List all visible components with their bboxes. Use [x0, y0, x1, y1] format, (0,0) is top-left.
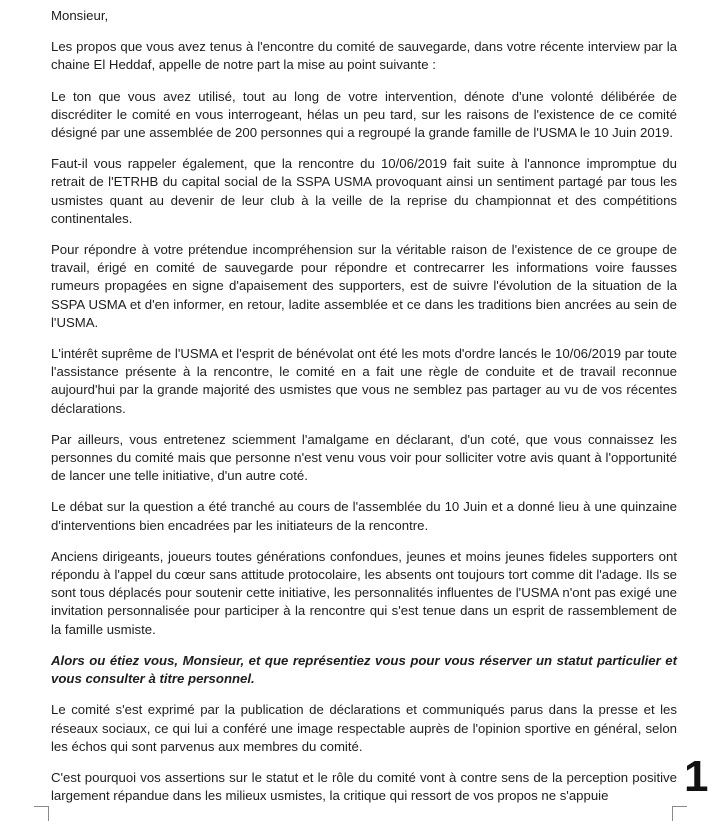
paragraph-debate: Le débat sur la question a été tranché au cours de l'assemblée du 10 Juin et a donné lieu à une quinzaine d'interventions bien encadrées par les initiateurs de la rencontre. — [51, 499, 677, 533]
paragraph-tone: Le ton que vous avez utilisé, tout au long de votre intervention, dénote d'une volonté délibérée de discréditer le comité en vous interrogeant, hélas un peu tard, sur les raisons de l'existence de ce comité désigné par une assemblée de 200 personnes qui a regroupé la grande famille de l'USMA le 10 Juin 2019. — [51, 88, 677, 141]
page-number: 1 — [684, 752, 709, 801]
paragraph-amalgam: Par ailleurs, vous entretenez sciemment l'amalgame en déclarant, d'un coté, que vous connaissez les personnes du comité mais que personne n'est venu vous voir pour solliciter votre avis quant à l'opportunité de lancer une telle initiative, d'un autre coté. — [51, 431, 677, 484]
paragraph-attendees: Anciens dirigeants, joueurs toutes générations confondues, jeunes et moins jeunes fideles supporters ont répondu à l'appel du cœur sans attitude protocolaire, les absents ont toujours tort comme dit l'adage. Ils se sont tous déplacés pour soutenir cette initiative, les personnalités influentes de l'USMA n'ont pas exigé une invitation personnalisée pour participer à la rencontre qui s'est tenue dans un esprit de rassemblement de la famille usmiste. — [51, 548, 677, 637]
letter-body — [51, 7, 677, 818]
paragraph-volunteer-spirit: L'intérêt suprême de l'USMA et l'esprit de bénévolat ont été les mots d'ordre lancés le 10/06/2019 par toute l'assistance présente à la rencontre, le comité en a fait une règle de conduite et de travail reconnue aujourd'hui par la grande majorité des usmistes que vous ne semblez pas partager au vu de vos récentes déclarations. — [51, 346, 677, 416]
paragraph-interview-reply: Les propos que vous avez tenus à l'encontre du comité de sauvegarde, dans votre récente interview par la chaine El Heddaf, appelle de notre part la mise au point suivante : — [51, 39, 677, 73]
crop-mark-right — [672, 806, 687, 821]
crop-mark-left — [34, 806, 49, 821]
paragraph-conclusion: C'est pourquoi vos assertions sur le statut et le rôle du comité vont à contre sens de la perception positive largement répandue dans les milieux usmistes, la critique qui ressort de vos propos ne s'appuie — [51, 769, 677, 804]
paragraph-committee-purpose: Pour répondre à votre prétendue incompréhension sur la véritable raison de l'existence de ce groupe de travail, érigé en comité de sauvegarde pour répondre et contrecarrer les informations voire fausses rumeurs propagées en signe d'apaisement des supporters, est de suivre l'évolution de la situation de la SSPA USMA et d'en informer, en retour, ladite assemblée et ce dans les traditions bien ancrées au sein de l'USMA. — [51, 242, 677, 330]
paragraph-communication: Le comité s'est exprimé par la publication de déclarations et communiqués parus dans la presse et les réseaux sociaux, ce qui lui a conféré une image respectable auprès de l'opinion sportive en général, selon les échos qui sont parvenus aux membres du comité. — [51, 702, 677, 754]
paragraph-meeting-context: Faut-il vous rappeler également, que la rencontre du 10/06/2019 fait suite à l'annonce impromptue du retrait de l'ETRHB du capital social de la SSPA USMA provoquant ainsi un sentiment partagé par tous les usmistes quant au devenir de leur club à la veille de la reprise du championnat et des compétitions continentales. — [51, 156, 677, 226]
salutation: Monsieur, — [51, 8, 109, 23]
paragraph-question-emphasis: Alors ou étiez vous, Monsieur, et que représentiez vous pour vous réserver un statut particulier et vous consulter à titre personnel. — [51, 652, 677, 687]
